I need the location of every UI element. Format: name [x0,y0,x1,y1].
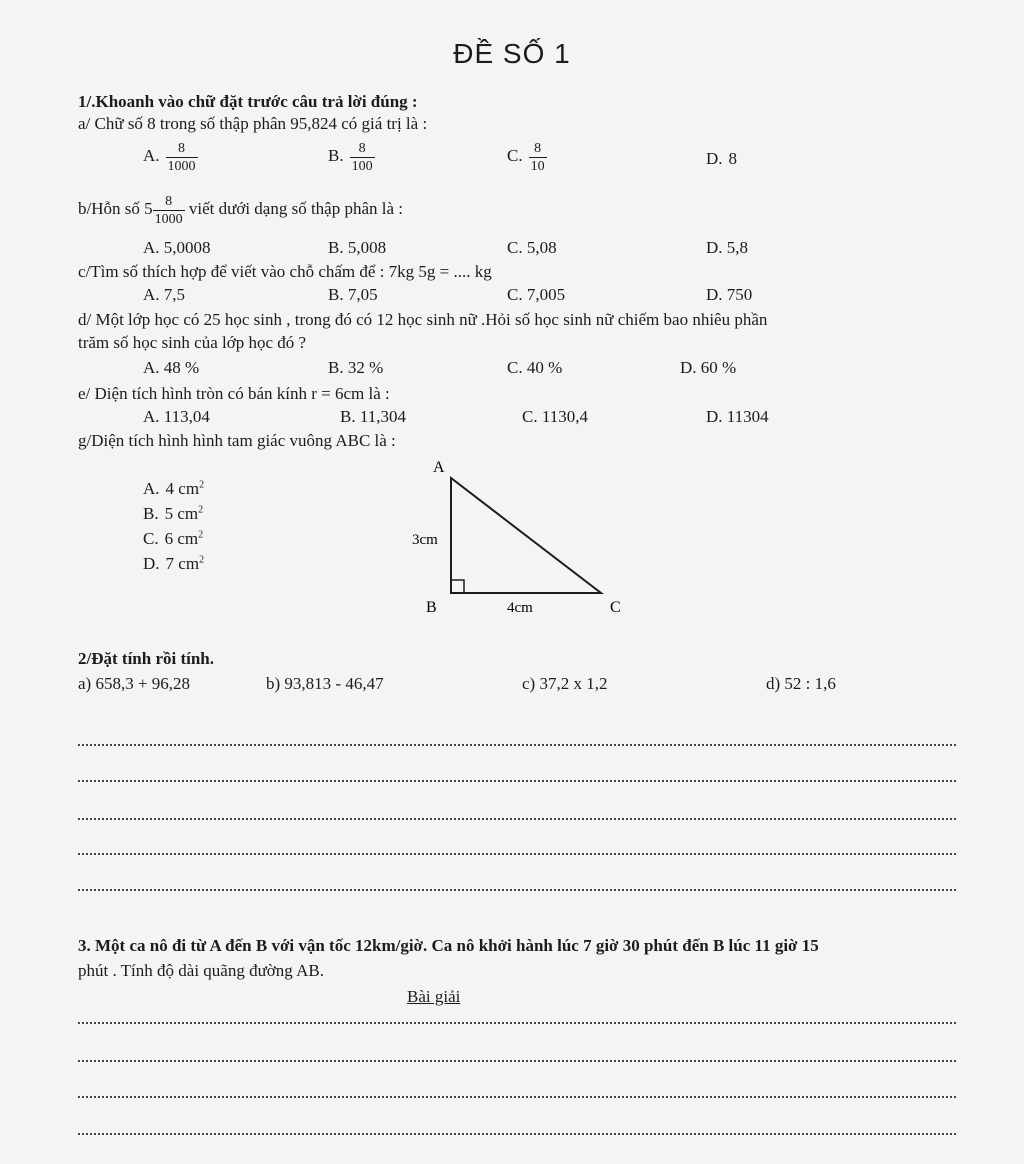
option-label: C. [507,146,523,166]
triangle-abc [451,478,601,593]
right-angle-mark [451,580,464,593]
option-g-B: B. 5 $cm^2$ [143,504,204,523]
option-c-B: B. 7,05 [328,285,378,304]
option-label: B. [328,146,344,166]
option-b-B: B. 5,008 [328,238,387,257]
option-b-D: D. 5,8 [706,238,749,257]
problem3-line1: 3. Một ca nô đi từ A đến B với vận tốc 12km/giờ. Ca nô khởi hành lúc 7 giờ 30 phút đến B lúc 11 giờ 15 [78,936,819,955]
answer-line [78,818,956,820]
option-b-C: C. 5,08 [507,238,557,257]
option-a-B [328,140,375,175]
calc-a: a) 658,3 + 96,28 [78,674,191,693]
option-a-C [507,140,547,175]
option-c-D: D. 750 [706,285,753,304]
question-e-text: e/ Diện tích hình tròn có bán kính r = 6cm là : [78,384,390,403]
question-d-line1: d/ Một lớp học có 25 học sinh , trong đó có 12 học sinh nữ .Hỏi số học sinh nữ chiếm bao nhiêu phần [78,310,768,329]
question-g-text: g/Diện tích hình hình tam giác vuông ABC là : [78,431,396,450]
page-title: ĐỀ SỐ 1 [453,38,571,69]
calc-c: c) 37,2 x 1,2 [522,674,608,693]
question-c-text: c/Tìm số thích hợp để viết vào chỗ chấm để : 7kg 5g = .... kg [78,262,492,281]
option-a-A [143,140,198,175]
side-label-bc: 4cm [507,600,533,616]
triangle-figure [400,452,640,627]
option-label: A. [143,146,160,166]
option-d-B: B. 32 % [328,358,384,377]
option-e-B: B. 11,304 [340,407,406,426]
option-d-A: A. 48 % [143,358,200,377]
answer-line [78,1096,956,1098]
option-c-A: A. 7,5 [143,285,186,304]
option-d-C: C. 40 % [507,358,563,377]
option-g-C: C. 6 $cm^2$ [143,529,204,548]
fraction: $\frac{8}{1000}$ [154,193,183,227]
section2-heading: 2/Đặt tính rồi tính. [78,649,215,668]
fraction: $\frac{8}{100}$ [351,141,373,174]
calc-b: b) 93,813 - 46,47 [266,674,384,693]
option-e-C: C. 1130,4 [522,407,588,426]
side-label-ab: 3cm [412,532,438,548]
vertex-label-c: C [610,599,621,616]
answer-line [78,1133,956,1135]
option-e-D: D. 11304 [706,407,769,426]
option-value: 8 [728,149,738,168]
problem3-line2: phút . Tính độ dài quãng đường AB. [78,961,324,980]
option-d-D: D. 60 % [680,358,737,377]
vertex-label-a: A [433,459,445,476]
answer-line [78,889,956,891]
question-b-text: b/Hỗn số 5 $\frac{8}{1000}$ viết dưới dạng số thập phân là : [78,193,404,227]
option-g-D: D. 7 $cm^2$ [143,554,205,573]
fraction: $\frac{8}{10}$ [530,141,545,174]
answer-line [78,1022,956,1024]
option-g-A: A. 4 $cm^2$ [143,479,205,498]
solution-label: Bài giải [407,987,461,1006]
answer-line [78,744,956,746]
section1-heading: 1/.Khoanh vào chữ đặt trước câu trả lời đúng : [78,92,418,111]
option-e-A: A. 113,04 [143,407,210,426]
fraction: $\frac{8}{1000}$ [167,141,196,174]
question-d-line2: trăm số học sinh của lớp học đó ? [78,333,307,352]
answer-line [78,1060,956,1062]
option-label: D. [706,149,723,168]
answer-line [78,853,956,855]
option-a-D [706,149,737,169]
question-a-text: a/ Chữ số 8 trong số thập phân 95,824 có giá trị là : [78,114,428,133]
calc-d: d) 52 : 1,6 [766,674,836,693]
answer-line [78,780,956,782]
vertex-label-b: B [426,599,437,616]
option-c-C: C. 7,005 [507,285,566,304]
option-b-A: A. 5,0008 [143,238,211,257]
